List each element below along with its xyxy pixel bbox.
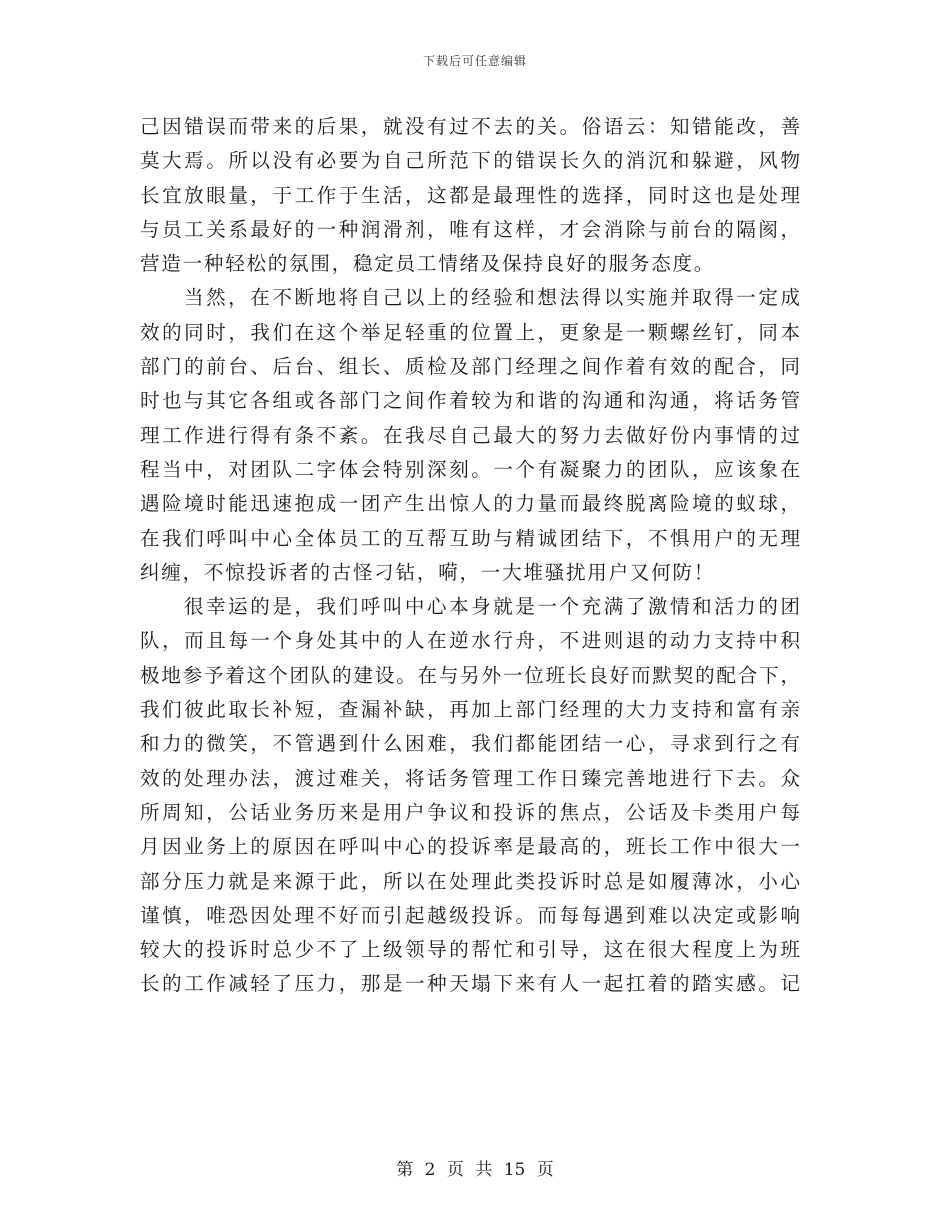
text-line: 月因业务上的原因在呼叫中心的投诉率是最高的，班长工作中很大一 xyxy=(140,835,800,859)
text-line: 与员工关系最好的一种润滑剂，唯有这样，才会消除与前台的隔阂， xyxy=(140,217,800,241)
text-line: 当然，在不断地将自己以上的经验和想法得以实施并取得一定成 xyxy=(184,286,800,310)
text-line: 队，而且每一个身处其中的人在逆水行舟，不进则退的动力支持中积 xyxy=(140,629,800,653)
text-line: 较大的投诉时总少不了上级领导的帮忙和引导，这在很大程度上为班 xyxy=(140,938,800,962)
text-line: 所周知，公话业务历来是用户争议和投诉的焦点，公话及卡类用户每 xyxy=(140,800,800,824)
page-number: 第 2 页 共 15 页 xyxy=(396,1160,554,1180)
document-body xyxy=(140,110,800,1002)
page-header: 下载后可任意编辑 xyxy=(422,54,527,68)
text-line: 谨慎，唯恐因处理不好而引起越级投诉。而每每遇到难以决定或影响 xyxy=(140,903,800,927)
text-line: 极地参予着这个团队的建设。在与另外一位班长良好而默契的配合下， xyxy=(140,663,800,687)
text-line: 程当中，对团队二字体会特别深刻。一个有凝聚力的团队，应该象在 xyxy=(140,457,800,481)
text-line: 莫大焉。所以没有必要为自己所范下的错误长久的消沉和躲避，风物 xyxy=(140,149,800,173)
text-line: 营造一种轻松的氛围，稳定员工情绪及保持良好的服务态度。 xyxy=(140,252,716,276)
text-line: 效的处理办法，渡过难关，将话务管理工作日臻完善地进行下去。众 xyxy=(140,766,800,790)
text-line: 我们彼此取长补短，查漏补缺，再加上部门经理的大力支持和富有亲 xyxy=(140,698,800,722)
text-line: 长的工作减轻了压力，那是一种天塌下来有人一起扛着的踏实感。记 xyxy=(140,972,800,996)
text-line: 理工作进行得有条不紊。在我尽自己最大的努力去做好份内事情的过 xyxy=(140,423,800,447)
text-line: 长宜放眼量，于工作于生活，这都是最理性的选择，同时这也是处理 xyxy=(140,183,800,207)
text-line: 时也与其它各组或各部门之间作着较为和谐的沟通和沟通，将话务管 xyxy=(140,389,800,413)
text-line: 很幸运的是，我们呼叫中心本身就是一个充满了激情和活力的团 xyxy=(184,595,800,619)
text-line: 在我们呼叫中心全体员工的互帮互助与精诚团结下，不惧用户的无理 xyxy=(140,526,800,550)
text-line: 部门的前台、后台、组长、质检及部门经理之间作着有效的配合，同 xyxy=(140,355,800,379)
text-line: 效的同时，我们在这个举足轻重的位置上，更象是一颗螺丝钉，同本 xyxy=(140,320,800,344)
text-line: 和力的微笑，不管遇到什么困难，我们都能团结一心，寻求到行之有 xyxy=(140,732,800,756)
text-line: 遇险境时能迅速抱成一团产生出惊人的力量而最终脱离险境的蚁球， xyxy=(140,492,800,516)
text-line: 纠缠，不惊投诉者的古怪刁钻，嗬，一大堆骚扰用户又何防！ xyxy=(140,560,716,584)
text-line: 部分压力就是来源于此，所以在处理此类投诉时总是如履薄冰，小心 xyxy=(140,869,800,893)
text-line: 己因错误而带来的后果，就没有过不去的关。俗语云：知错能改，善 xyxy=(140,115,800,138)
